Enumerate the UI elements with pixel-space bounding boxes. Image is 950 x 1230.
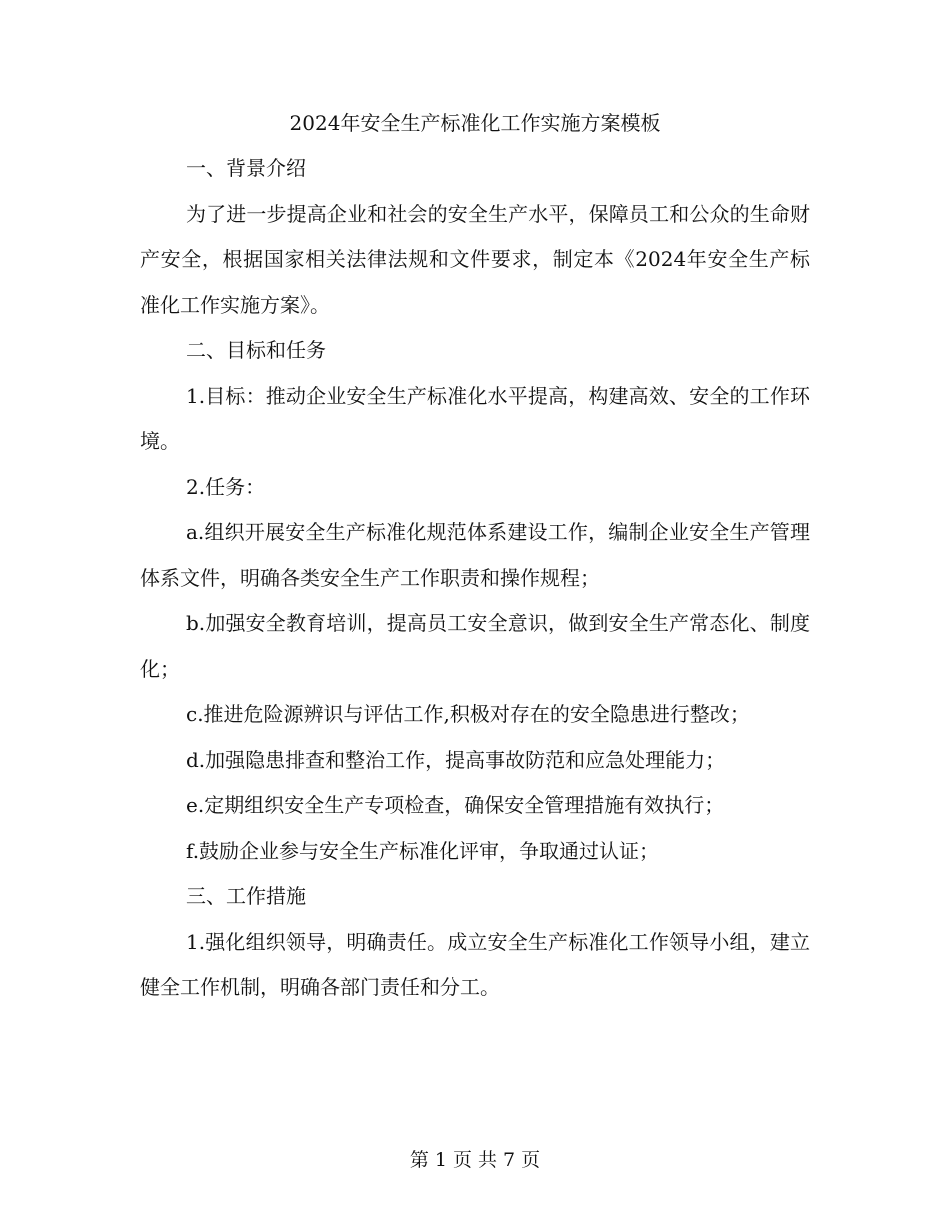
paragraph-background: 为了进一步提高企业和社会的安全生产水平，保障员工和公众的生命财产安全，根据国家相关法律法规和文件要求，制定本《2024年安全生产标准化工作实施方案》。 bbox=[140, 201, 810, 317]
task-item-f: f.鼓励企业参与安全生产标准化评审，争取通过认证； bbox=[186, 838, 660, 863]
task-item-c: c.推进危险源辨识与评估工作,积极对存在的安全隐患进行整改； bbox=[186, 702, 750, 726]
page-number-footer: 第 1 页 共 7 页 bbox=[409, 1149, 541, 1171]
section-heading-background: 一、背景介绍 bbox=[186, 156, 306, 180]
measure-item-1: 1.强化组织领导，明确责任。成立安全生产标准化工作领导小组，建立健全工作机制，明确各部门责任和分工。 bbox=[140, 929, 810, 999]
task-item-b: b.加强安全教育培训，提高员工安全意识，做到安全生产常态化、制度化； bbox=[140, 611, 810, 681]
task-item-a: a.组织开展安全生产标准化规范体系建设工作，编制企业安全生产管理体系文件，明确各类安全生产工作职责和操作规程； bbox=[140, 520, 810, 590]
task-item-d: d.加强隐患排查和整治工作，提高事故防范和应急处理能力； bbox=[186, 747, 726, 772]
task-item-e: e.定期组织安全生产专项检查，确保安全管理措施有效执行； bbox=[186, 793, 725, 817]
document-body bbox=[140, 100, 810, 1011]
paragraph-tasks-heading: 2.任务： bbox=[186, 474, 266, 499]
document-title: 2024年安全生产标准化工作实施方案模板 bbox=[289, 111, 661, 135]
paragraph-goal: 1.目标：推动企业安全生产标准化水平提高，构建高效、安全的工作环境。 bbox=[140, 383, 810, 453]
section-heading-measures: 三、工作措施 bbox=[186, 884, 306, 908]
section-heading-goals: 二、目标和任务 bbox=[186, 338, 326, 362]
